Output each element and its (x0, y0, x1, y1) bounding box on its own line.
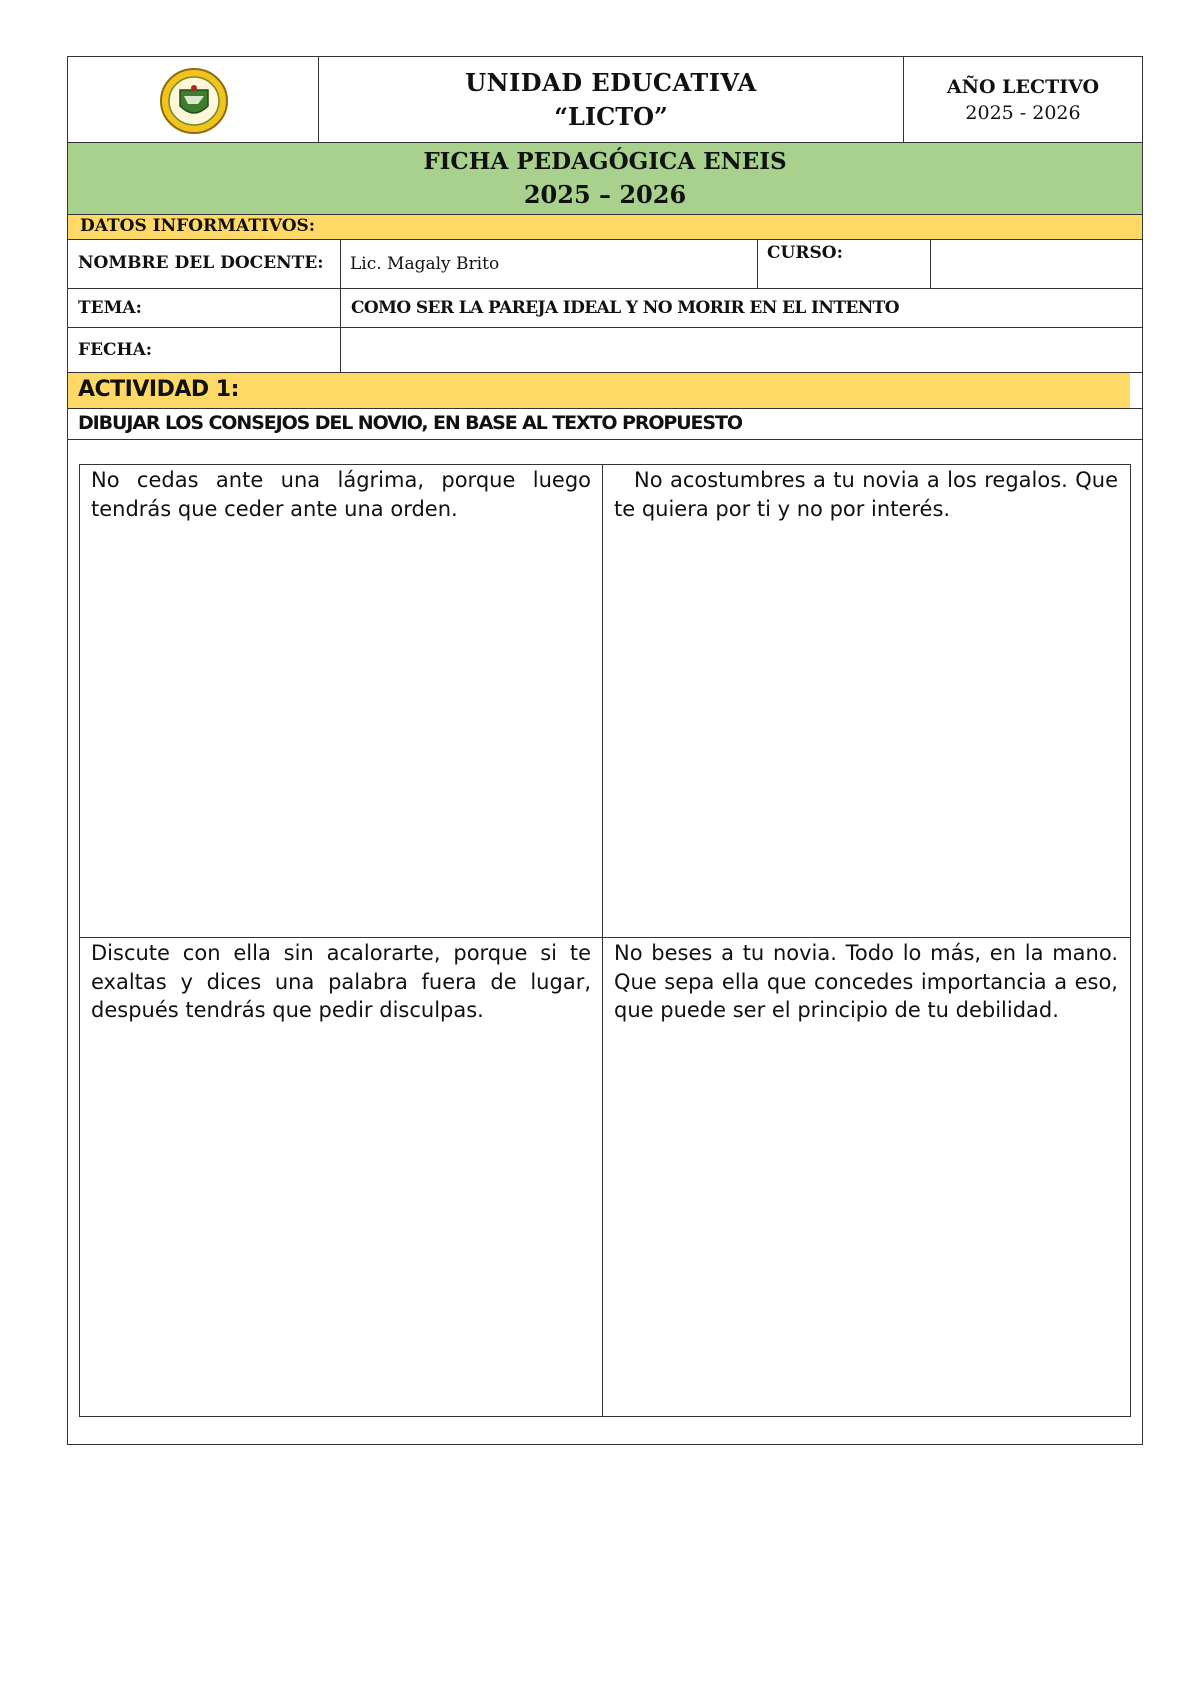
topic-value: COMO SER LA PAREJA IDEAL Y NO MORIR EN EL INTENTO (351, 298, 899, 318)
school-crest-logo-icon (158, 66, 230, 136)
banner-years: 2025 – 2026 (523, 180, 687, 209)
info-section-label: DATOS INFORMATIVOS: (80, 216, 316, 236)
advice-cell-2[interactable]: No acostumbres a tu novia a los regalos. Que te quiera por ti y no por interés. (614, 468, 1118, 521)
advice-cell-1[interactable]: No cedas ante una lágrima, porque luego tendrás que ceder ante una orden. (91, 468, 591, 521)
school-name-line1: UNIDAD EDUCATIVA (465, 68, 757, 97)
advice-cell-4[interactable]: No beses a tu novia. Todo lo más, en la mano. Que sepa ella que concedes importancia a eso, que puede ser el principio de tu debilidad. (614, 941, 1118, 1022)
teacher-label: NOMBRE DEL DOCENTE: (78, 253, 324, 273)
course-label: CURSO: (767, 243, 843, 263)
activity-instruction: DIBUJAR LOS CONSEJOS DEL NOVIO, EN BASE AL TEXTO PROPUESTO (78, 412, 742, 434)
teacher-value: Lic. Magaly Brito (350, 254, 500, 274)
advice-cell-3[interactable]: Discute con ella sin acalorarte, porque si te exaltas y dices una palabra fuera de lugar, después tendrás que pedir disculpas. (91, 941, 591, 1022)
topic-label: TEMA: (78, 298, 142, 318)
activity-title: ACTIVIDAD 1: (78, 377, 239, 402)
year-label: AÑO LECTIVO (946, 76, 1100, 98)
banner-title: FICHA PEDAGÓGICA ENEIS (423, 148, 787, 175)
date-label: FECHA: (78, 340, 153, 360)
school-name-line2: “LICTO” (554, 102, 668, 131)
year-value: 2025 - 2026 (965, 102, 1081, 124)
